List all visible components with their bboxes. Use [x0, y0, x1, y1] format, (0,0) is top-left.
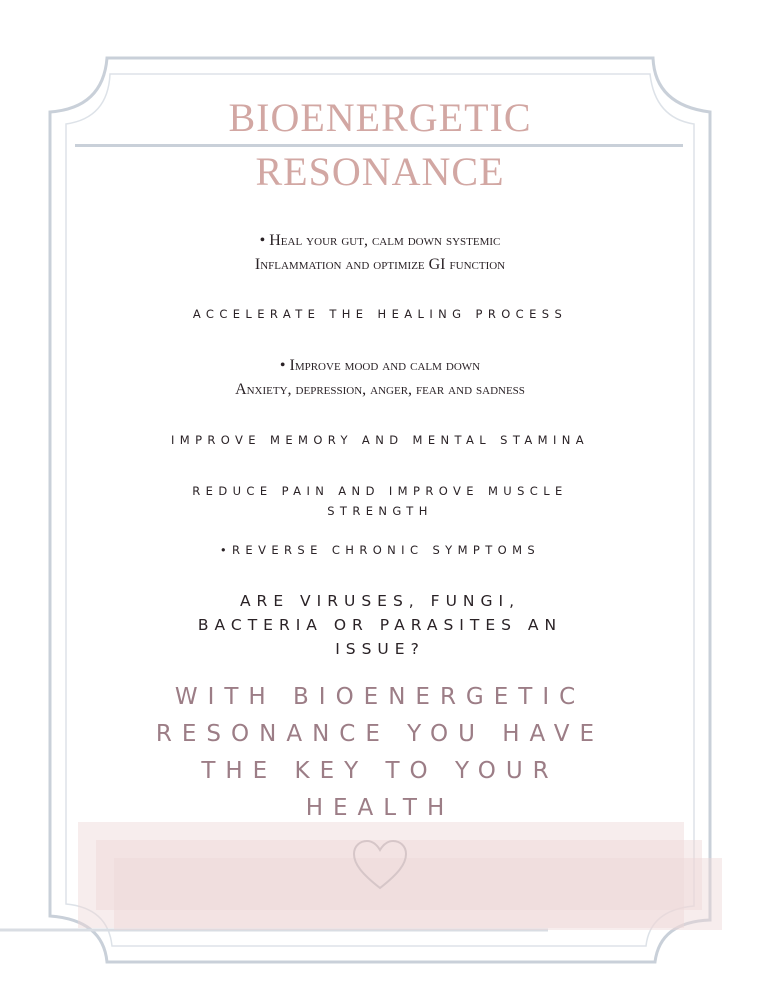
benefit-healing: ACCELERATE THE HEALING PROCESS — [192, 307, 568, 321]
benefit-gut-line-2: Inflammation and optimize GI function — [254, 256, 506, 273]
heart-icon — [350, 838, 410, 894]
benefit-chronic: •REVERSE CHRONIC SYMPTOMS — [219, 543, 541, 557]
closing-line-3: THE KEY TO YOUR — [201, 758, 559, 784]
benefit-pain-line-2: STRENGTH — [327, 504, 433, 518]
benefit-mood-line-2: Anxiety, depression, anger, fear and sadness — [235, 381, 525, 398]
closing-line-4: HEALTH — [305, 795, 455, 821]
question-line-3: ISSUE? — [335, 640, 425, 658]
benefit-pain-line-1: REDUCE PAIN AND IMPROVE MUSCLE — [192, 484, 568, 498]
benefit-gut-line-1: • Heal your gut, calm down systemic — [259, 232, 501, 249]
benefit-memory: IMPROVE MEMORY AND MENTAL STAMINA — [170, 433, 590, 447]
title-line-2: RESONANCE — [255, 149, 505, 194]
closing-line-2: RESONANCE YOU HAVE — [155, 721, 605, 747]
title-line-1: BIOENERGETIC — [228, 95, 532, 140]
closing-line-1: WITH BIOENERGETIC — [174, 684, 586, 710]
benefit-mood-line-1: • Improve mood and calm down — [279, 357, 481, 374]
question-line-2: BACTERIA OR PARASITES AN — [197, 616, 563, 634]
title-divider — [75, 144, 683, 147]
question-line-1: ARE VIRUSES, FUNGI, — [239, 592, 521, 610]
decor-band-3 — [114, 858, 722, 930]
